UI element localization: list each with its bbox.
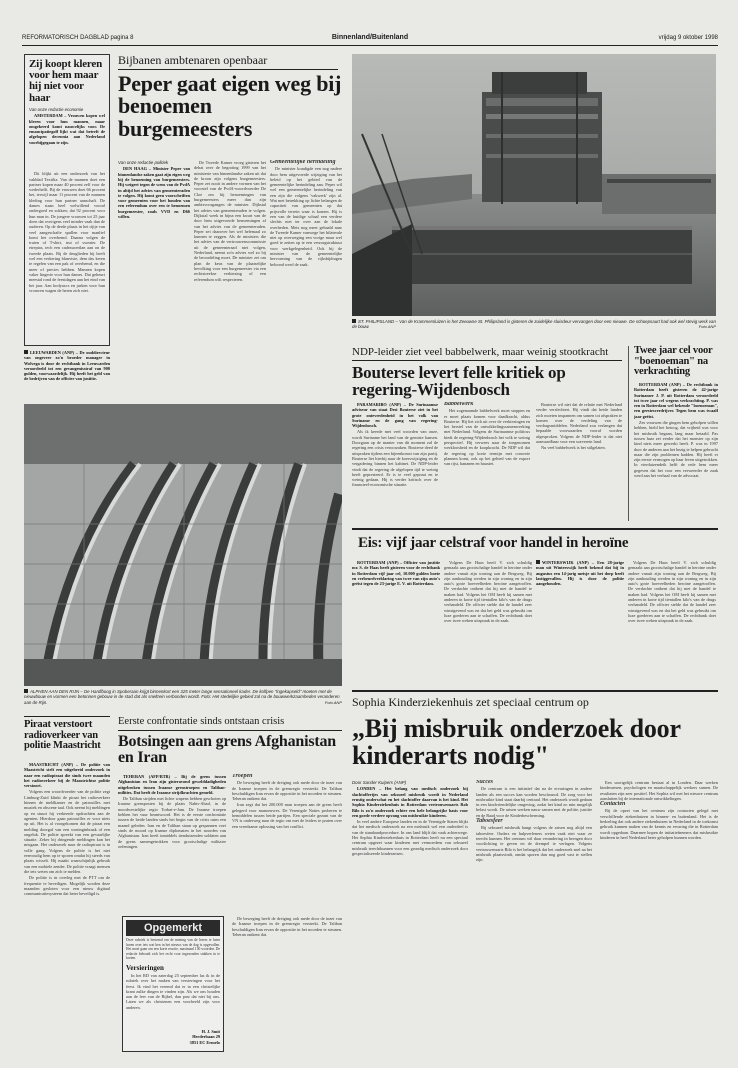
boenoeman-headline: Twee jaar cel voor "boenoeman" na verkrachting [634,345,713,378]
harbour-caption: ST. PHILIPSLAND – Van de Krammersluizen in het Zeeuwse St. Philipsland is gisteren de zuidelijke sluisdeur vervangen door een nieuwe. De schoepsaurt had ook wel stevig werk van de bouw. [352,319,716,330]
heroin-brief: WINTERSWIJK (ANP) – Een 28-jarige man uit Winterswijk heeft bekend dat hij in augustus een 14-jarig meisje uit het dorp heeft lastiggevallen. Hij is door de politie aangehouden. [536,560,624,587]
top-story-lead: DEN HAAG – Minister Peper van binnenlandse zaken gaat zijn eigen weg bij de benoeming van burgemeesters. Hij weigert tegen de wens van de PvdA in altijd het advies van gemeenteraden te volgen. Hij komt geen voorschriften voor gemeenten voor het houden van een referendum over een te benoemen burgemeester, zoals VVD en D66 willen. [118,166,190,220]
afghan-text2: De beweging heeft de dreiging ook mede door de inzet van de Iraanse troepen in de grensregio versterkt. De Taliban beschuldigen Iran ervan de oppositie in het noorden te steunen. Teheran ontkent dat. [232,780,342,802]
heroin-body [352,560,718,680]
sophia-headline: „Bij misbruik onderzoek door kinderarts nodig" [352,714,681,770]
bouterse-headline: Bouterse levert felle kritiek op regering-Wijdenbosch [352,363,566,400]
sophia-text4: Een soortgelijk centrum bestaat al in Londen. Daar werken kinderartsen, psychologen en maatschappelijk werkers samen. De resultaten zijn zeer positief. Het Sophia wil met het nieuwe centrum aansluiten bij de internationale ontwikkelingen. [600,780,718,801]
sophia-dateline: Door Sander Kuipers (ANP) [352,780,407,785]
bouterse-quote-end: Nu veel babbelwerk is het stilgelaten. [541,445,606,451]
top-story-subhead: Gemeentelijke herindeling [270,160,336,165]
boenoeman-lead: ROTTERDAM (ANP) – De rechtbank in Rotterdam heeft gisteren de 42-jarige Surinamer J. P. uit Rotterdam veroordeeld tot twee jaar cel wegens verkrachting. P. was een in Rotterdam wel bekende "boenoeman", een geestesverdrijver. Tegen hem was twaalf jaar geëist. [634,382,718,419]
bouterse-text: Als ik keerde met veel woorden van onze, wordt Suriname het land van de gemiste kansen. Doorgaan op de manier van dit moment zal de regering een crisis veroorzaken. Bouterse deed de uitspraken tijdens een bijeenkomst van zijn partij. Bouterse liet hierbij naar de koerswijziging en de vergadering binnen het kabinet. De NDP-leider vindt dat de regering de afgelopen tijd te weinig heeft gepresteerd. Er is te veel gepraat en te weinig gedaan. Hij is verder kritisch over de financieel-economische situatie. [352,429,438,488]
afghan-subhead: Troepen [232,774,253,779]
opgemerkt-address1: Herderbaan 29 [192,1034,220,1040]
sophia-subhead-taboe: Taboesfeer [476,818,503,825]
left-body: Dit blijkt uit een onderzoek van het vakblad Textilia. Van de mannen doet een partner kopen maar 40 procent zelf voor de wederhelft. Bij de vrouwen doet 66 procent het, terwijl maar 11 procent van de mannen kleding voor hun partner aanschaft. De dames staan heel welwillend vooral ondergoed en sokken; dat 92 procent voor hun man in. De jongere vrouwen tot 25 jaar doen dat overigens veel minder vaak dan de ouderen. Op de derde plaats in het rijtje van veel aangeschafte spullen voor manlief komt het overhemd. Daarna volgen de truien of T-shirt, trui of sweater. De etreptas, tecb een cadeaucertlan aan on de tweede plaats. Bij de deuglieden bij heeft wel een verkering blanvisie, dem das keren te regelen van een pak of overhemd, en die meer of precies hebben. Mannen kopen vaker lingerie voor hun dames. Dat gebeurt meestal rond de feestdagen aan het eind van het jaar. Aan bodyaxcs en jurken voor hun vrouwen wagen de heren zich niet. [29,171,105,293]
top-story-headline: Peper gaat eigen weg bij benoemen burgemeesters [118,71,342,141]
opgemerkt-address2: 3851 EC Ermelo [189,1039,220,1045]
piraat-text2: De politie is in overleg met de PTT om de frequentie te beveiligen. Mogelijk worden deze maanden gesloten voor een nieuw digitaal communicatiesysteem dat beter beveiligd is. [24,875,110,897]
section-title: Binnenland/Buitenland [331,34,409,41]
bouterse-body [352,402,622,520]
piraat-lead: MAASTRICHT (ANP) – De politie van Maastricht stelt een uitgebreid onderzoek in naar een radiopiraat die sinds twee maanden het radioverkeer bij de Maastrichtse politie verstoort. [24,762,110,789]
left-lead: AMSTERDAM – Vrouwen kopen wel kleren voor hun mannen, maar omgekeerd komt nauwelijks voor. De emancipatiegolf lijkt wat dat betreft de afgelopen decennia aan Nederland voorbijgegaan te zijn. [29,113,105,145]
bouterse-kicker: NDP-leider ziet veel babbelwerk, maar weinig stootkracht [352,346,609,358]
afghan-body-right [232,774,342,912]
afghan-text: De Taliban strijden met lichte wapens hebben geschoten op Iraanse grensposten bij de plaats Nabis-Abad, in de noordwestelijke regio Torbat-e-Jam. De Iraanse troepen hebben het vuur beantwoord. Het is de eerste confrontatie tussen de beide landen sinds het begin van de crisis ruim een maand geleden. Iran en de Taliban staan op gespannen voet sinds de moord op Iraanse diplomaten in het noorden van Afghanistan. Iran heeft inmiddels tienduizenden soldaten aan de grens samengetrokken voor grootschalige militaire oefeningen. [118,796,226,849]
piraat-headline: Piraat verstoort radioverkeer van politie Maastricht [24,719,101,752]
alphen-photo-image [24,404,342,686]
left-headline: Zij koopt kleren voor hem maar hij niet voor haar [29,58,102,104]
sophia-kicker: Sophia Kinderziekenhuis zet speciaal centrum op [352,695,589,709]
piraat-text: Volgens een woordvoerder van de politie zegt Limburg-Zuid klinkt de piraat het radioverkeer binnen de meldkamer en de patrouilles met muziek en obscene taal. Ook neemt hij meldingen op en stuurt hij verkeerde opdrachten aan de agenten. Hierdoor gaan patrouilles er voor niets op uit. Het is al voorgekomen dat de piraat een melding doorgaf van een woninginbraak of een ongeluk. De politie spreekt van een gevaarlijke situatie. Zeker bij dringende meldingen kan het misgaan. Het onderzoek naar de radiopiraat is in volle gang. Volgens de politie is het niet eenvoudig hem op te sporen omdat hij steeds van plaats wisselt. Hij maakt waarschijnlijk gebruik van een mobiele zender. De politie vraagt mensen die iets weten om zich te melden. [24,789,110,874]
caption-marker-icon [352,319,356,323]
page-header [22,33,718,46]
sophia-subhead-contacten: Contacten [600,801,626,808]
piraat-body [24,762,110,1052]
harbour-caption-block [352,319,716,335]
top-story-dateline: Van onze redactie politiek [118,160,169,165]
afghan-text3: Iran zegt dat het 200.000 man troepen aan de grens heeft gelegerd voor manoeuvres. De Verenigde Naties proberen te bemiddelen tussen beide partijen. Een speciale gezant van de VN is onderweg naar de regio om met de leiders te praten over een vreedzame oplossing van het conflict. [232,802,342,829]
afghan-text3-cont: De beweging heeft de dreiging ook mede door de inzet van de Iraanse troepen in de grensregio versterkt. De Taliban beschuldigen Iran ervan de oppositie in het noorden te steunen. Teheran ontkent dat. [232,916,342,937]
sophia-text2: De centrum is een initiatief dat na de ervaringen in andere landen als een succes kan worden beschouwd. De zorg voor het misbruikte kind staat daarbij centraal. Het onderzoek wordt gedaan in een kindvriendelijke omgeving, zodat het kind zo min mogelijk belast wordt. De artsen werken nauw samen met de politie, justitie en de Raad voor de Kinderbescherming. [476,786,592,818]
sophia-text: In veel andere Europese landen en in de Verenigde Staten blijkt dat het medisch onderzoek na een misbruik wel een onderdeel is van de standaardprocedure. In ons land blijft dat vaak achterwege. Het Sophia Kinderziekenhuis in Rotterdam heeft nu een speciaal centrum opgezet waar kinderen met vermoedens van seksueel misbruik terechtkunnen voor een grondig medisch onderzoek door gespecialiseerde kinderartsen. [352,819,468,856]
sophia-lead: LONDEN – Het belang van medisch onderzoek bij slachtoffertjes van seksueel misbruik wordt in Nederland ernstig onderschat en het slachtoffer daarvan is het kind. Het Sophia Kinderziekenhuis in Rotterdam vertrouwensarts Rob Bilo is zo'n onderzoek echter een hele belangrijke basis voor een goede verdere opvang van misbruikte kinderen. [352,786,468,818]
afghan-rule [118,730,342,731]
sophia-subhead-succes: Succes [476,780,493,785]
left-column-article [24,54,110,346]
alphen-caption-marker-icon [24,689,28,693]
bouterse-rule [352,360,622,361]
issue-date: vrijdag 9 oktober 1998 [658,35,718,41]
top-story-rule [118,69,338,70]
harbour-photo-image [352,54,716,316]
top-story-body [118,160,344,370]
opgemerkt-body: In het RD van zaterdag 25 september las ik in de rubriek over het maken van versieringen voor het feest. Ik vind het vreemd dat er in een christelijke krant zulke dingen te vinden zijn. Als we ons houden aan de leer van de Bijbel, dan past dat niet bij ons. Laten we als christenen een voorbeeld zijn voor anderen. [126,973,220,1010]
afghan-kicker: Eerste confrontatie sinds ontstaan crisis [118,716,285,727]
boenoeman-body [634,382,718,522]
opgemerkt-subtitle: Versieringen [126,964,164,972]
heroin-headline: Eis: vijf jaar celstraf voor handel in heroïne [358,535,629,551]
top-story-text: De Tweede Kamer vroeg gisteren het debat over de begroting 1999 van het ministerie van binnenlandse zaken uit dat de kroon zijn volgens burgemeesters. Peper zei nooit in andere vormen van het voorstel van de PvdA-woordvoerder De Cloe om bij benoemingen van burgemeesters meer dan zijn ambtsvoorgangen de minister. Dijkstal het advies van gemeenteraden te volgen. Dijkstal week in bijna een kwart van de door hem uitgevoerde benoemingen af van het advies van de gemeenteraden. Peper zei daarover het wel helemaal zo kunnen te zeggen. Als de ministers die het advies van de vertrouwenscommissie uit de gemeenteraad niet volgen, Nederland, neemt zo'n advies wel zo bij de beoordeling moet. De minister zei om plan de keus van de plaatselijke bevolking voor een burgemeester via een rechtstreekse verkiezing of een referendum wilt respecteren. [194,160,266,282]
afghan-body-cont [232,916,342,1052]
harbour-photo [352,54,716,316]
heroin-lead: ROTTERDAM (ANP) – Officier van justitie mr. S. de Haas heeft gisteren voor de rechtbank in Rotterdam vijf jaar cel, 10.000 gulden boete en verbeurdverklaring van twee van zijn auto's geëist tegen de 23-jarige E. V. uit Rotterdam. [352,560,440,587]
paper-page-label: REFORMATORISCH DAGBLAD pagina 8 [22,35,134,41]
bouterse-subhead: Babbelwerk [444,402,474,407]
sophia-text3: Bij seksueel misbruik hangt volgens de artsen nog altijd een taboesfeer. Ouders en hulpverleners weten vaak niet waar ze terecht kunnen. Het centrum wil daar verandering in brengen door voorlichting te geven en de drempel te verlagen. Volgens vertrouwensarts Bilo is het belangrijk dat het onderzoek snel na het misbruik plaatsvindt, omdat sporen dan nog goed vast te stellen zijn. [476,825,592,863]
alphen-photo [24,404,342,686]
column-divider [628,346,629,521]
heroin-text: Volgens De Haas heeft V. zich schuldig gemaakt aan grootschalige handel in heroïne onder andere vanuit zijn woning aan de Bergweg. Bij zijn aanhouding werden in zijn woning en in zijn auto's grote hoeveelheden heroïne aangetroffen. De verdachte ontkent dat hij met de handel te maken had. Volgens het OM heeft hij samen met anderen in korte tijd tientallen kilo's van de drugs verhandeld. De officier stelde dat de handel zeer winstgevend was en dat het geld was gebruikt om luxe goederen aan te schaffen. De rechtbank doet over twee weken uitspraak in de zaak. [444,560,532,624]
sophia-text5: Bij de opzet van het centrum zijn contacten gelegd met verschillende ziekenhuizen in binnen- en buitenland. Het is de bedoeling dat ook andere ziekenhuizen in Nederland in de toekomst gebruik kunnen maken van de kennis en ervaring die in Rotterdam wordt opgedaan. Daarmee hopen de initiatiefnemers dat misbruikte kinderen in heel Nederland beter geholpen kunnen worden. [600,808,718,840]
heroin-top-rule [352,528,718,530]
left-brief [24,350,110,396]
opgemerkt-intro: Deze rubriek is bestemd om de mening van de lezers te laten horen over iets wat hen in het nieuws van de dag is opgevallen. Het moet gaan om een korte reactie, maximaal 150 woorden. De redactie behoudt zich het recht voor ingezonden stukken in te korten. [126,938,220,960]
alphen-credit: Foto ANP [324,699,342,705]
piraat-top-rule [24,716,110,717]
harbour-credit: Foto ANP [698,324,716,330]
bouterse-text2: Het zogenaamde babbelwerk moet stoppen en er moet plaats komen voor daadkracht, aldus Bouterse. Hij liet zich uit over de verkiezingen en het herstel van de ontwikkelingssamenwerking met Nederland. Volgens de Surinaamse politicus biedt de regering-Wijdenbosch het volk te weinig perspectief. Hij verwees naar de toegenomen werkloosheid en de koopkracht. De NDP wil dat de regering op korte termijn met concrete plannen komt, ook op het gebied van de export van rijst, bananen en bauxiet. [444,408,530,467]
left-brief-text: LEEUWARDEN (ANP) – De ouddirecteur van ongeveer zo'n broeder manager in Wolvega is door de rechtbank in Leeuwarden veroordeeld tot een gevangenisstraf van 900 gulden, voorwaardelijk. Hij heeft het geld van de bedrijven van de officier van justitie. [24,350,110,382]
afghan-body-left [118,774,226,912]
boenoeman-text: Zes vrouwen die gingen hem geholpen willen hebben, hield het betoog, dat vrijheid was voor het misbruik begaan, lang maar betaald. Pas tussen haar zei eerder dat het monster op zijn kind niets meer gewerkt heeft. P. was in 1997 door de anderen aan het bezig te helpen gebracht maar die zijn problemen hadden. Hij heeft er zijn eerste vermogen op haar leven uitgetrokken. In vierduizendeik helft de rede hem meer gegeven dat het voor een verweerder de zaak werd aan het verhaal van de advocaat. [634,420,718,479]
top-story-text2: De minister kondigde een nog nadere door hem uitgevoerde wijziging van het beleid op het gebied van de gemeentelijke herindeling aan. Peper wil wel een gemeentelijke herindeling van een zijn die volgens 'vakwerk' zijn al. Wat met betrekking op lichte belangen de capaciteit van gemeenten op dat prijsvolle terrein waar is komen. Hij is een van de huidige schaal een verdere slechts niet ter over aan de lokale overheden. Mets nog meer gehaald naar de Tweede Kamer vanwege het bilaterale niet op overweging een vorige maar wel goed te zetten op te een verzorgstruktuur voor werkgelegenheid. Ook bij de minister van de gemeentelijke hervorming van de rijksbijdragen beloond werd de zaak. [270,166,342,267]
sophia-body [352,780,718,1052]
opgemerkt-title: Opgemerkt [126,920,220,936]
bouterse-lead: PARAMARIBO (ANP) – De Surinaamse adviseur van staat Desi Bouterse ziet in het grote ontevredenheid in het volk van Suriname en de gang van regering-Wijdenbosch. [352,402,438,429]
afghan-lead: TEHERAN (AFP/RTR) – Bij de grens tussen Afghanistan en Iran zijn gisteravond gewelddadigheden uitgebroken tussen Iraanse grenstroepen en Taliban-milities. Dat heeft de Iraanse strijdkrachten gemeld. [118,774,226,795]
opgemerkt-box [122,916,224,1052]
top-story-kicker: Bijbanen ambtenaren openbaar [118,53,268,67]
left-dateline: Van onze redactie economie [29,106,84,112]
alphen-caption: ALPHEN AAN DEN RIJN – De Hardlboog in Spoberaan krijgt binnenkort een 325 meter lange sensationeel kader. De kolfpen "ingekapseld" moeten met de nieuwbouw en vormen een betonnen gebouw in de stad dat als sneltrein verbonden wordt. Foto: Het stedelijke gebied zal na de bouwwerkzaamheden veranderen aan de Rijn. [24,689,340,705]
bouterse-text3: Bouterse wil niet dat de relatie met Nederland verder verslechtert. Hij vindt dat beide landen zich moeten inspannen om samen tot afspraken te komen over de verdeling van de verdragsmiddelen. Nederland zou verlangen dat bepaalde voorwaarden vooraf worden afgesproken. Volgens de NDP-leider is dat niet aanvaardbaar voor een soeverein land. [536,402,622,445]
afghan-headline: Botsingen aan grens Afghanistan en Iran [118,733,337,767]
brief-marker-icon [536,560,540,564]
heroin-text-cont: Volgens De Haas heeft V. zich schuldig gemaakt aan grootschalige handel in heroïne onder andere vanuit zijn woning aan de Bergweg. Bij zijn aanhouding werden in zijn woning en in zijn auto's grote hoeveelheden heroïne aangetroffen. De verdachte ontkent dat hij met de handel te maken had. Volgens het OM heeft hij samen met anderen in korte tijd tientallen kilo's van de drugs verhandeld. De officier stelde dat de handel zeer winstgevend was en dat het geld was gebruikt om luxe goederen aan te schaffen. De rechtbank doet over twee weken uitspraak in de zaak. [628,560,716,624]
alphen-caption-block [24,689,342,713]
opgemerkt-signature: H. J. Smit [201,1029,220,1034]
sophia-top-rule [352,690,718,692]
